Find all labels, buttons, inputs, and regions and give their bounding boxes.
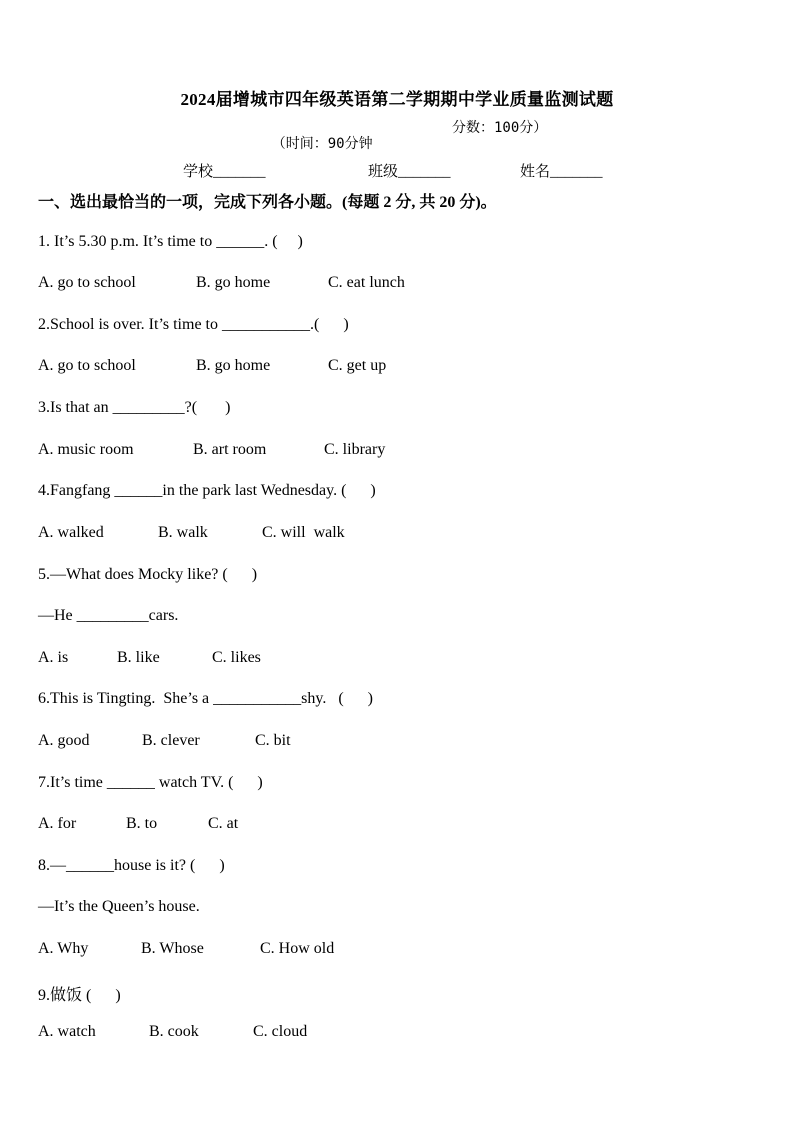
option-c: C. bit <box>255 732 291 749</box>
option-b: B. go home <box>196 357 271 374</box>
class-field: 班级_______ <box>368 164 451 180</box>
option-c: C. How old <box>260 940 335 957</box>
option-c: C. at <box>208 815 239 832</box>
question-3: 3.Is that an _________?( ) <box>38 399 231 416</box>
question-7: 7.It’s time ______ watch TV. ( ) <box>38 774 263 791</box>
option-a: A. good <box>38 732 90 749</box>
option-a: A. Why <box>38 940 89 957</box>
option-a: A. music room <box>38 441 134 458</box>
question-4: 4.Fangfang ______in the park last Wednesday. ( ) <box>38 482 376 499</box>
option-b: B. cook <box>149 1023 199 1040</box>
option-b: B. art room <box>193 441 267 458</box>
option-c: C. likes <box>212 649 261 666</box>
option-a: A. watch <box>38 1023 96 1040</box>
option-c: C. get up <box>328 357 387 374</box>
option-a: A. go to school <box>38 274 136 291</box>
option-b: B. go home <box>196 274 271 291</box>
option-c: C. eat lunch <box>328 274 405 291</box>
question-2: 2.School is over. It’s time to ___________.( ) <box>38 316 349 333</box>
question-9-options <box>38 1023 308 1113</box>
time-limit: （时间：90分钟 <box>271 136 373 152</box>
option-b: B. walk <box>158 524 208 541</box>
name-field: 姓名_______ <box>520 164 603 180</box>
option-a: A. is <box>38 649 69 666</box>
total-score: 分数：100分） <box>452 120 548 136</box>
exam-title: 2024届增城市四年级英语第二学期期中学业质量监测试题 <box>180 90 614 109</box>
option-b: B. to <box>126 815 158 832</box>
question-8: 8.—______house is it? ( ) <box>38 857 225 874</box>
question-5: 5.—What does Mocky like? ( ) <box>38 566 258 583</box>
option-b: B. Whose <box>141 940 204 957</box>
question-9: 9.做饭 ( ) <box>38 987 121 1004</box>
question-6: 6.This is Tingting. She’s a ___________shy. ( ) <box>38 690 373 707</box>
question-8-reply: —It’s the Queen’s house. <box>38 898 200 915</box>
option-b: B. like <box>117 649 160 666</box>
section-heading: 一、选出最恰当的一项，完成下列各小题。(每题 2 分, 共 20 分)。 <box>38 194 497 211</box>
option-b: B. clever <box>142 732 200 749</box>
option-a: A. walked <box>38 524 104 541</box>
option-a: A. for <box>38 815 77 832</box>
option-c: C. library <box>324 441 386 458</box>
option-c: C. will walk <box>262 524 345 541</box>
school-field: 学校_______ <box>183 164 266 180</box>
question-5-reply: —He _________cars. <box>38 607 179 624</box>
option-c: C. cloud <box>253 1023 308 1040</box>
question-1: 1. It’s 5.30 p.m. It’s time to ______. ( ) <box>38 233 303 250</box>
option-a: A. go to school <box>38 357 136 374</box>
